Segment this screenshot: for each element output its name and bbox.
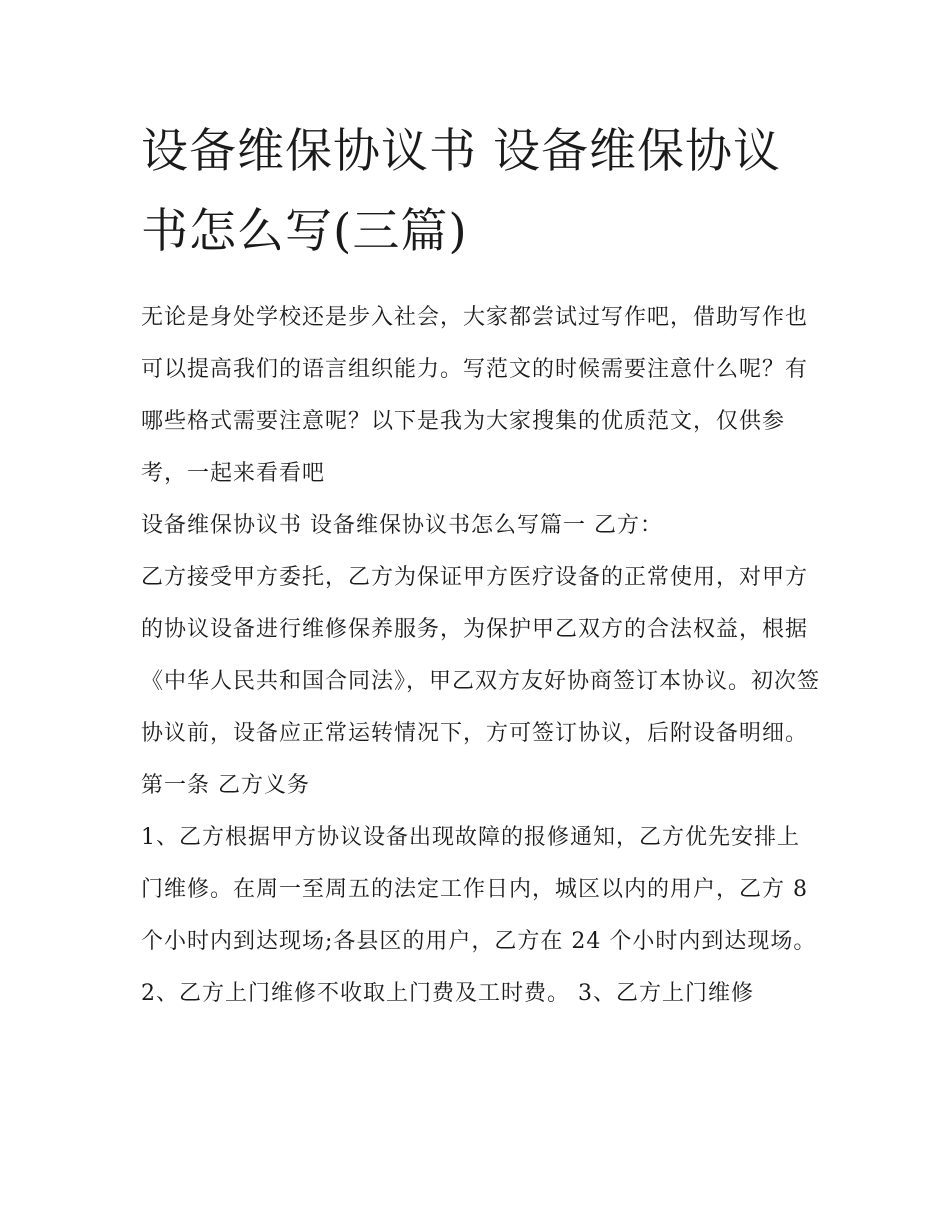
document-title: 设备维保协议书 设备维保协议书怎么写(三篇) xyxy=(141,124,781,259)
body-paragraph: 乙方接受甲方委托，乙方为保证甲方医疗设备的正常使用，对甲方的协议设备进行维修保养服务，为保护甲乙双方的合法权益，根据《中华人民共和国合同法》，甲乙双方友好协商签订本协议。初次签协议前，设备应正常运转情况下，方可签订协议，后附设备明细。 xyxy=(141,565,821,746)
section-heading: 设备维保协议书 设备维保协议书怎么写篇一 乙方： xyxy=(141,513,663,538)
document-body xyxy=(141,112,821,1020)
title-spacer xyxy=(141,272,821,292)
clause-paragraph: 1、乙方根据甲方协议设备出现故障的报修通知，乙方优先安排上门维修。在周一至周五的法定工作日内，城区以内的用户，乙方 8 个小时内到达现场;各县区的用户，乙方在 24 个小时内到达现场。 xyxy=(141,825,817,954)
article-heading: 第一条 乙方义务 xyxy=(141,773,310,798)
intro-paragraph: 无论是身处学校还是步入社会，大家都尝试过写作吧，借助写作也可以提高我们的语言组织能力。写范文的时候需要注意什么呢？有哪些格式需要注意呢？以下是我为大家搜集的优质范文，仅供参考，一起来看看吧 xyxy=(141,305,809,486)
clause-paragraph: 2、乙方上门维修不收取上门费及工时费。 3、乙方上门维修 xyxy=(141,981,754,1006)
